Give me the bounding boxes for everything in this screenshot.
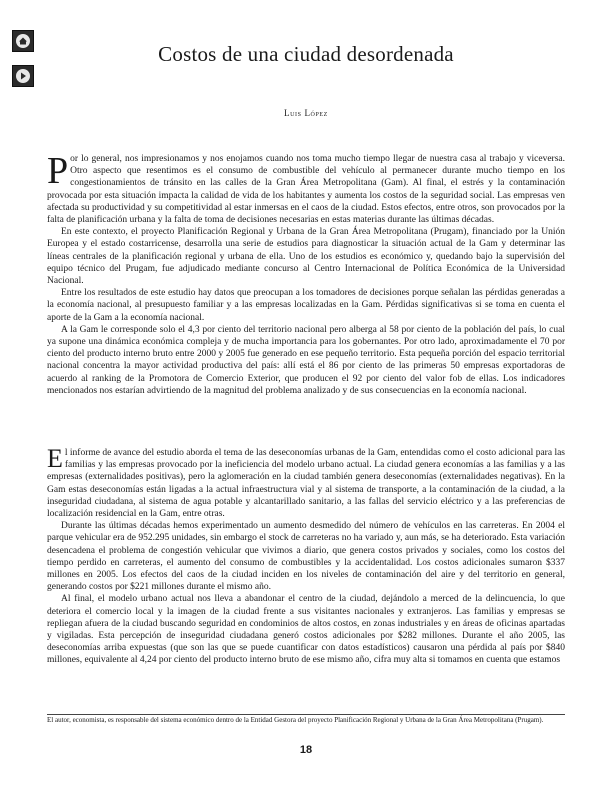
paragraph: A la Gam le corresponde solo el 4,3 por ciento del territorio nacional pero alberga al 58 por ciento de la población del país, lo cual ya supone una dinámica económica compleja y de mucha importancia para los gobernantes. Por otro lado, aproximadamente el 70 por ciento del producto interno bruto entre 2000 y 2005 fue generado en ese pequeño territorio. Esta pequeña porción del espacio territorial nacional concentra la mayor actividad productiva del país: allí está el 86 por ciento de las primeras 50 empresas exportadoras de acuerdo al ranking de la Promotora de Comercio Exterior, que producen el 92 por ciento del valor fob de ellas. Los indicadores mencionados nos estarían advirtiendo de la magnitud del problema analizado y de sus consecuencias en la economía nacional. [47,324,565,396]
paragraph: En este contexto, el proyecto Planificación Regional y Urbana de la Gran Área Metropolitana (Prugam), financiado por la Unión Europea y el estado costarricense, desarrolla una serie de estudios para diagnosticar la situación actual de la Gam y determinar las líneas centrales de la planificación regional y urbana de ella. Uno de los estudios es económico y, quedando bajo la supervisión del equipo técnico del Prugam, fue adjudicado mediante concurso al Centro Internacional de Política Económica de la Universidad Nacional. [47,227,565,287]
page-number: 18 [299,744,313,756]
article-section-2 [47,444,565,667]
paragraph: Durante las últimas décadas hemos experimentado un aumento desmedido del número de vehículos en las carreteras. En 2004 el parque vehicular era de 952.295 unidades, sin embargo el stock de carreteras no ha variado y, aun más, se ha deteriorado. Esta variación desencadena el problema de congestión vehicular que vivimos a diario, que genera costos privados y sociales, como los costos del tiempo perdido en carreteras, el aumento del consumo de combustibles y la accidentalidad. Los costos adicionales sumaron $337 millones en 2005. Los efectos del caos de la ciudad inciden en los niveles de contaminación del aire y del territorio en general, generando costos por $221 millones durante el mismo año. [47,521,565,593]
footnote: El autor, economista, es responsable del sistema económico dentro de la Entidad Gestora del proyecto Planificación Regional y Urbana de la Gran Área Metropolitana (Prugam). [47,716,544,724]
paragraph: Al final, el modelo urbano actual nos lleva a abandonar el centro de la ciudad, dejándolo a merced de la delincuencia, lo que deteriora el comercio local y la imagen de la ciudad frente a sus visitantes nacionales y extranjeros. Las familias y empresas se repliegan afuera de la ciudad buscando seguridad en condominios de altos costos, en zonas industriales y en áreas de oficinas apartadas y vigiladas. Esta percepción de inseguridad ciudadana generó costos adicionales por $282 millones. Durante el año 2005, las deseconomías arriba expuestas (que son las que se puede cuantificar con datos estadísticos) causaron una pérdida al país por $840 millones, equivalente al 4,24 por ciento del producto interno bruto de ese mismo año, cifra muy alta si tomamos en cuenta que estamos [47,594,565,666]
article-section-1 [47,150,565,397]
footnote-divider [47,714,565,715]
article-title: Costos de una ciudad desordenada [158,42,454,66]
paragraph-text: l informe de avance del estudio aborda el tema de las deseconomías urbanas de la Gam, entendidas como el costo adicional para las familias y las empresas provocado por la ineficiencia del modelo urbano actual. La ciudad genera economías a las familias y a las empresas (externalidades positivas), pero la aglomeración en la ciudad también genera deseconomías (externalidades negativas). En la Gam estas deseconomías están ligadas a la actual infraestructura vial y al sistema de transporte, a la contaminación de la ciudad, a la inseguridad ciudadana, al sistema de agua potable y alcantarillado sanitario, a las fallas del servicio eléctrico y a las preferencias de localización residencial en la Gam, entre otras. [47,448,565,520]
next-page-button[interactable] [12,65,34,87]
drop-cap: E [47,444,63,473]
paragraph [47,150,565,226]
author-byline: Luis López [284,108,328,118]
paragraph-text: or lo general, nos impresionamos y nos enojamos cuando nos toma mucho tiempo llegar de nuestra casa al trabajo y viceversa. Otro aspecto que resentimos es el consumo de combustible del vehículo al permanecer durante mucho tiempo en los congestionamientos de tránsito en las calles de la Gran Área Metropolitana (Gam). Al final, el estrés y la contaminación provocada por esta situación impacta la calidad de vida de los habitantes y aumenta los costos de la seguridad social. Las empresas ven afectada su productividad y su competitividad al estar inmersas en el caos de la ciudad. Estos efectos, entre otros, son provocados por la falta de planificación urbana y la falta de toma de decisiones necesarias en estas materias durante las últimas décadas. [47,154,565,226]
paragraph [47,444,565,520]
paragraph: Entre los resultados de este estudio hay datos que preocupan a los tomadores de decisiones porque señalan las pérdidas generadas a la economía nacional, al presupuesto familiar y a las empresas localizadas en la Gam. Pérdidas significativas si se toma en cuenta el aporte de la Gam a la economía nacional. [47,288,565,323]
arrow-right-icon [15,68,31,84]
drop-cap: P [47,150,69,192]
